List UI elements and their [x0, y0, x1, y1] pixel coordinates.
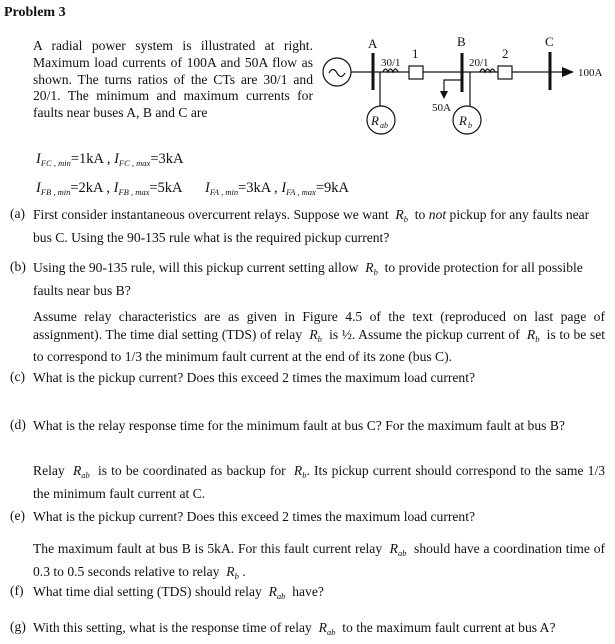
- assumption-paragraph-2: Relay $R_{ab}$ is to be coordinated as backup for $R_b$. Its pickup current should correspond to the same 1/3 the minimum fault current at C.: [33, 463, 606, 501]
- question-f-label: (f): [10, 583, 24, 598]
- load-b-label: 50A: [432, 102, 451, 114]
- ct-1-label: 30/1: [381, 57, 401, 69]
- relay-rb-label: R: [459, 113, 467, 128]
- formula-fb-fa: $I_{FB , min}=2kA$ , $I_{FB , max}=5kA$ $I_{FA , min}=3kA$ , $I_{FA , max}=9kA$: [36, 180, 349, 197]
- question-e-label: (e): [10, 508, 26, 523]
- breaker-1-icon: [409, 66, 423, 79]
- assumption-paragraph-3: The maximum fault at bus B is 5kA. For this fault current relay $R_{ab}$ should have a coordination time of 0.3 to 0.5 seconds relative to relay $R_b$ .: [33, 541, 606, 581]
- question-g-label: (g): [10, 619, 26, 634]
- svg-text:b: b: [468, 121, 472, 130]
- bus-b-label: B: [457, 34, 466, 49]
- question-b-label: (b): [10, 259, 26, 274]
- ct-2-label: 20/1: [469, 57, 489, 69]
- breaker-2-label: 2: [502, 46, 509, 61]
- intro-paragraph: A radial power system is illustrated at right. Maximum load currents of 100A and 50A flow as shown. The turns ratios of the CTs are 30/1 and 20/1. The minimum and maximum currents for faults near buses A, B and C are: [33, 38, 313, 121]
- question-d-label: (d): [10, 417, 26, 432]
- question-a: First consider instantaneous overcurrent relays. Suppose we want $R_b$ to not pickup for any faults near bus C. Using the 90-135 rule what is the required pickup current?: [33, 207, 590, 245]
- assumption-paragraph-1: Assume relay characteristics are as given in Figure 4.5 of the text (reproduced on last page of assignment). The time dial setting (TDS) of relay $R_b$ is ½. Assume the pickup current of $R_b$ is to be set to correspond to 1/3 the minimum fault current at the end of its zone (bus C).: [33, 309, 606, 364]
- relay-rb-icon: [453, 106, 481, 134]
- one-line-diagram: [0, 0, 615, 150]
- question-c: What is the pickup current? Does this exceed 2 times the maximum load current?: [33, 370, 476, 385]
- svg-text:ab: ab: [380, 121, 388, 130]
- breaker-1-label: 1: [412, 46, 419, 61]
- question-g: With this setting, what is the response time of relay $R_{ab}$ to the maximum fault current at bus A?: [33, 620, 556, 637]
- formula-fc: $I_{FC , min}=1kA$ , $I_{FC , max}=3kA$: [36, 151, 184, 168]
- question-c-label: (c): [10, 369, 26, 384]
- relay-rab-label: R: [371, 113, 379, 128]
- load-c-label: 100A: [578, 67, 603, 79]
- load-arrow-icon: [562, 67, 574, 77]
- question-a-label: (a): [10, 206, 26, 221]
- bus-a-label: A: [368, 36, 378, 51]
- question-e: What is the pickup current? Does this exceed 2 times the maximum load current?: [33, 509, 476, 524]
- question-b: Using the 90-135 rule, will this pickup current setting allow $R_b$ to provide protection for all possible faults near bus B?: [33, 260, 583, 298]
- problem-title: Problem 3: [4, 5, 66, 20]
- load-arrow-icon: [440, 91, 448, 99]
- question-d: What is the relay response time for the minimum fault at bus C? For the maximum fault at bus B?: [33, 418, 565, 433]
- bus-c-label: C: [545, 34, 554, 49]
- breaker-2-icon: [498, 66, 512, 79]
- question-f: What time dial setting (TDS) should relay $R_{ab}$ have?: [33, 584, 324, 601]
